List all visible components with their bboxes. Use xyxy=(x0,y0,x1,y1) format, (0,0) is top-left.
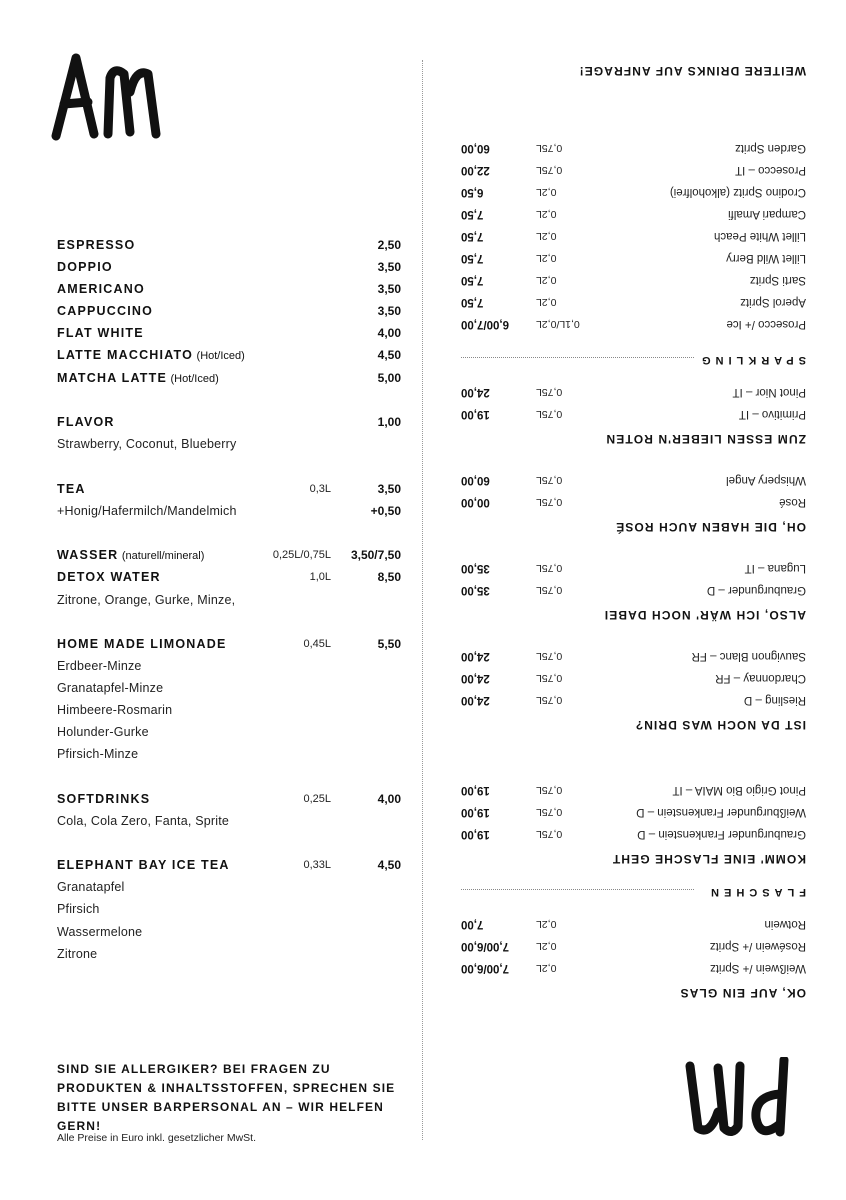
menu-item-sub: Pfirsich xyxy=(57,902,100,916)
menu-item: Crodino Spritz (alkoholfrei) 0,2L 6,50 xyxy=(461,186,806,198)
section-divider-sparkling: SPARKLING xyxy=(461,348,806,368)
menu-item: Primitivo – IT 0,75L 19,00 xyxy=(461,408,806,420)
am-logo xyxy=(50,48,175,143)
menu-item: Riesling – D 0,75L 24,00 xyxy=(461,694,806,706)
menu-item-softdrinks: SOFTDRINKS 0,25L 4,00 xyxy=(57,792,401,806)
menu-item: CAPPUCCINO 3,50 xyxy=(57,304,401,318)
menu-item: Grauburgunder Frankenstein – D 0,75L 19,00 xyxy=(461,828,806,840)
pm-menu-page xyxy=(423,0,846,1200)
section-heading: OK, AUF EIN GLAS xyxy=(679,986,806,1000)
menu-item-wasser: WASSER (naturell/mineral) 0,25L/0,75L 3,50/7,50 xyxy=(57,548,401,562)
menu-item-tea: TEA 0,3L 3,50 xyxy=(57,482,401,496)
menu-item: Garden Spritz 0,75L 60,00 xyxy=(461,142,806,154)
menu-item: Roséwein /+ Spritz 0,2L 7,00/6,00 xyxy=(461,940,806,952)
vat-note: Alle Preise in Euro inkl. gesetzlicher MwSt. xyxy=(57,1132,256,1144)
menu-item: Prosecco – IT 0,75L 22,00 xyxy=(461,164,806,176)
menu-item: Pinot Nior – IT 0,75L 24,00 xyxy=(461,386,806,398)
menu-item: Rotwein 0,2L 7,00 xyxy=(461,918,806,930)
menu-item: Sauvignon Blanc – FR 0,75L 24,00 xyxy=(461,650,806,662)
menu-item-sub: Zitrone, Orange, Gurke, Minze, xyxy=(57,593,236,607)
section-heading: ALSO, ICH WÄR' NOCH DABEI xyxy=(603,608,806,622)
menu-item-sub: +Honig/Hafermilch/Mandelmich +0,50 xyxy=(57,504,401,518)
menu-item: Lillet Wild Berry 0,2L 7,50 xyxy=(461,252,806,264)
section-heading: ZUM ESSEN LIEBER'N ROTEN xyxy=(605,432,806,446)
menu-item: Campari Amalfi 0,2L 7,50 xyxy=(461,208,806,220)
more-drinks-note: WEITERE DRINKS AUF ANFRAGE! xyxy=(578,64,806,78)
allergy-notice: SIND SIE ALLERGIKER? BEI FRAGEN ZU PRODUKTEN & INHALTSSTOFFEN, SPRECHEN SIE BITTE UNSER BARPERSONAL AN – WIR HELFEN GERN! xyxy=(57,1062,396,1133)
section-heading: KOMM' EINE FLASCHE GEHT xyxy=(611,852,806,866)
menu-item-flavor: FLAVOR 1,00 xyxy=(57,415,401,429)
menu-item: Lugana – IT 0,75L 35,00 xyxy=(461,562,806,574)
menu-item: Rosé 0,75L 00,00 xyxy=(461,496,806,508)
menu-item: Lillet White Peach 0,2L 7,50 xyxy=(461,230,806,242)
section-heading: IST DA NOCH WAS DRIN? xyxy=(634,718,806,732)
menu-item: MATCHA LATTE (Hot/Iced) 5,00 xyxy=(57,371,401,385)
menu-item-sub: Wassermelone xyxy=(57,925,143,939)
menu-item: ESPRESSO 2,50 xyxy=(57,238,401,252)
menu-item: Grauburgunder – D 0,75L 35,00 xyxy=(461,584,806,596)
pm-logo xyxy=(671,1057,796,1152)
menu-item: Pinot Grigio Bio MAIA – IT 0,75L 19,00 xyxy=(461,784,806,796)
menu-item: Aperol Spritz 0,2L 7,50 xyxy=(461,296,806,308)
menu-item-sub: Granatapfel-Minze xyxy=(57,681,164,695)
menu-item-sub: Erdbeer-Minze xyxy=(57,659,142,673)
menu-item-sub: Strawberry, Coconut, Blueberry xyxy=(57,437,237,451)
menu-item-icetea: ELEPHANT BAY ICE TEA 0,33L 4,50 xyxy=(57,858,401,872)
menu-item-sub: Himbeere-Rosmarin xyxy=(57,703,173,717)
menu-item-sub: Granatapfel xyxy=(57,880,125,894)
menu-item: Sarti Spritz 0,2L 7,50 xyxy=(461,274,806,286)
menu-item-sub: Cola, Cola Zero, Fanta, Sprite xyxy=(57,814,230,828)
menu-item: FLAT WHITE 4,00 xyxy=(57,326,401,340)
menu-item-detox: DETOX WATER 1,0L 8,50 xyxy=(57,570,401,584)
section-divider-flaschen: FLASCHEN xyxy=(461,880,806,900)
menu-item-sub: Holunder-Gurke xyxy=(57,725,149,739)
menu-item-sub: Pfirsich-Minze xyxy=(57,747,139,761)
menu-item: Prosecco /+ Ice 0,1L/0,2L 6,00/7,00 xyxy=(461,318,806,330)
menu-item: Weißburgunder Frankenstein – D 0,75L 19,00 xyxy=(461,806,806,818)
menu-item: Whispery Angel 0,75L 60,00 xyxy=(461,474,806,486)
menu-item: AMERICANO 3,50 xyxy=(57,282,401,296)
menu-item-sub: Zitrone xyxy=(57,947,98,961)
menu-item: Chardonnay – FR 0,75L 24,00 xyxy=(461,672,806,684)
menu-item: DOPPIO 3,50 xyxy=(57,260,401,274)
menu-item-limonade: HOME MADE LIMONADE 0,45L 5,50 xyxy=(57,637,401,651)
menu-item: LATTE MACCHIATO (Hot/Iced) 4,50 xyxy=(57,348,401,362)
menu-item: Weißwein /+ Spritz 0,2L 7,00/6,00 xyxy=(461,962,806,974)
section-heading: OH, DIE HABEN AUCH ROSÉ xyxy=(615,520,806,534)
